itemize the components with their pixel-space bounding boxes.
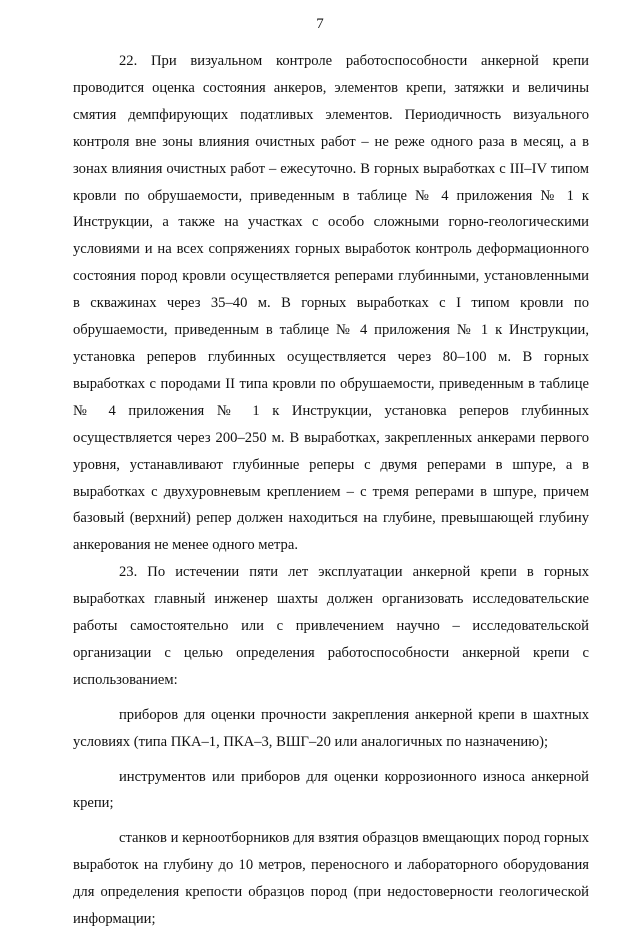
document-body (73, 48, 589, 933)
paragraph-23: 23. По истечении пяти лет эксплуатации анкерной крепи в горных выработках главный инженер шахты должен организовать исследовательские работы самостоятельно или с привлечением научно – исследовательской организации с целью определения работоспособности анкерной крепи с использованием: (73, 564, 589, 688)
list-item-instruments-anchor-strength: приборов для оценки прочности закрепления анкерной крепи в шахтных условиях (типа ПКА–1, ПКА–3, ВШГ–20 или аналогичных по назначению); (73, 706, 589, 750)
page-number: 7 (316, 16, 324, 32)
paragraph-22: 22. При визуальном контроле работоспособности анкерной крепи проводится оценка состояния анкеров, элементов крепи, затяжки и величины смятия демпфирующих податливых элементов. Периодичность визуального контроля вне зоны влияния очистных работ – не реже одного раза в месяц, а в зонах влияния очистных работ – ежесуточно. В горных выработках с III–IV типом кровли по обрушаемости, приведенным в таблице № 4 приложения № 1 к Инструкции, а также на участках с особо сложными горно-геологическими условиями и на всех сопряжениях горных выработок контроль деформационного состояния пород кровли осуществляется реперами глубинными, установленными в скважинах через 35–40 м. В горных выработках с I типом кровли по обрушаемости, приведенным в таблице № 4 приложения № 1 к Инструкции, установка реперов глубинных осуществляется через 80–100 м. В горных выработках с породами II типа кровли по обрушаемости, приведенным в таблице № 4 приложения № 1 к Инструкции, установка реперов глубинных осуществляется через 200–250 м. В выработках, закрепленных анкерами первого уровня, устанавливают глубинные реперы с двумя реперами в шпуре, а в выработках с двухуровневым креплением – с тремя реперами в шпуре, причем базовый (верхний) репер должен находиться на глубине, превышающей глубину анкерования не менее одного метра. (73, 53, 589, 554)
list-item-drilling-equipment: станков и керноотборников для взятия образцов вмещающих пород горных выработок на глубину до 10 метров, переносного и лабораторного оборудования для определения крепости образцов пород (при недостоверности геологической информации; (73, 830, 589, 928)
list-item-corrosion-instruments: инструментов или приборов для оценки коррозионного износа анкерной крепи; (73, 768, 589, 812)
